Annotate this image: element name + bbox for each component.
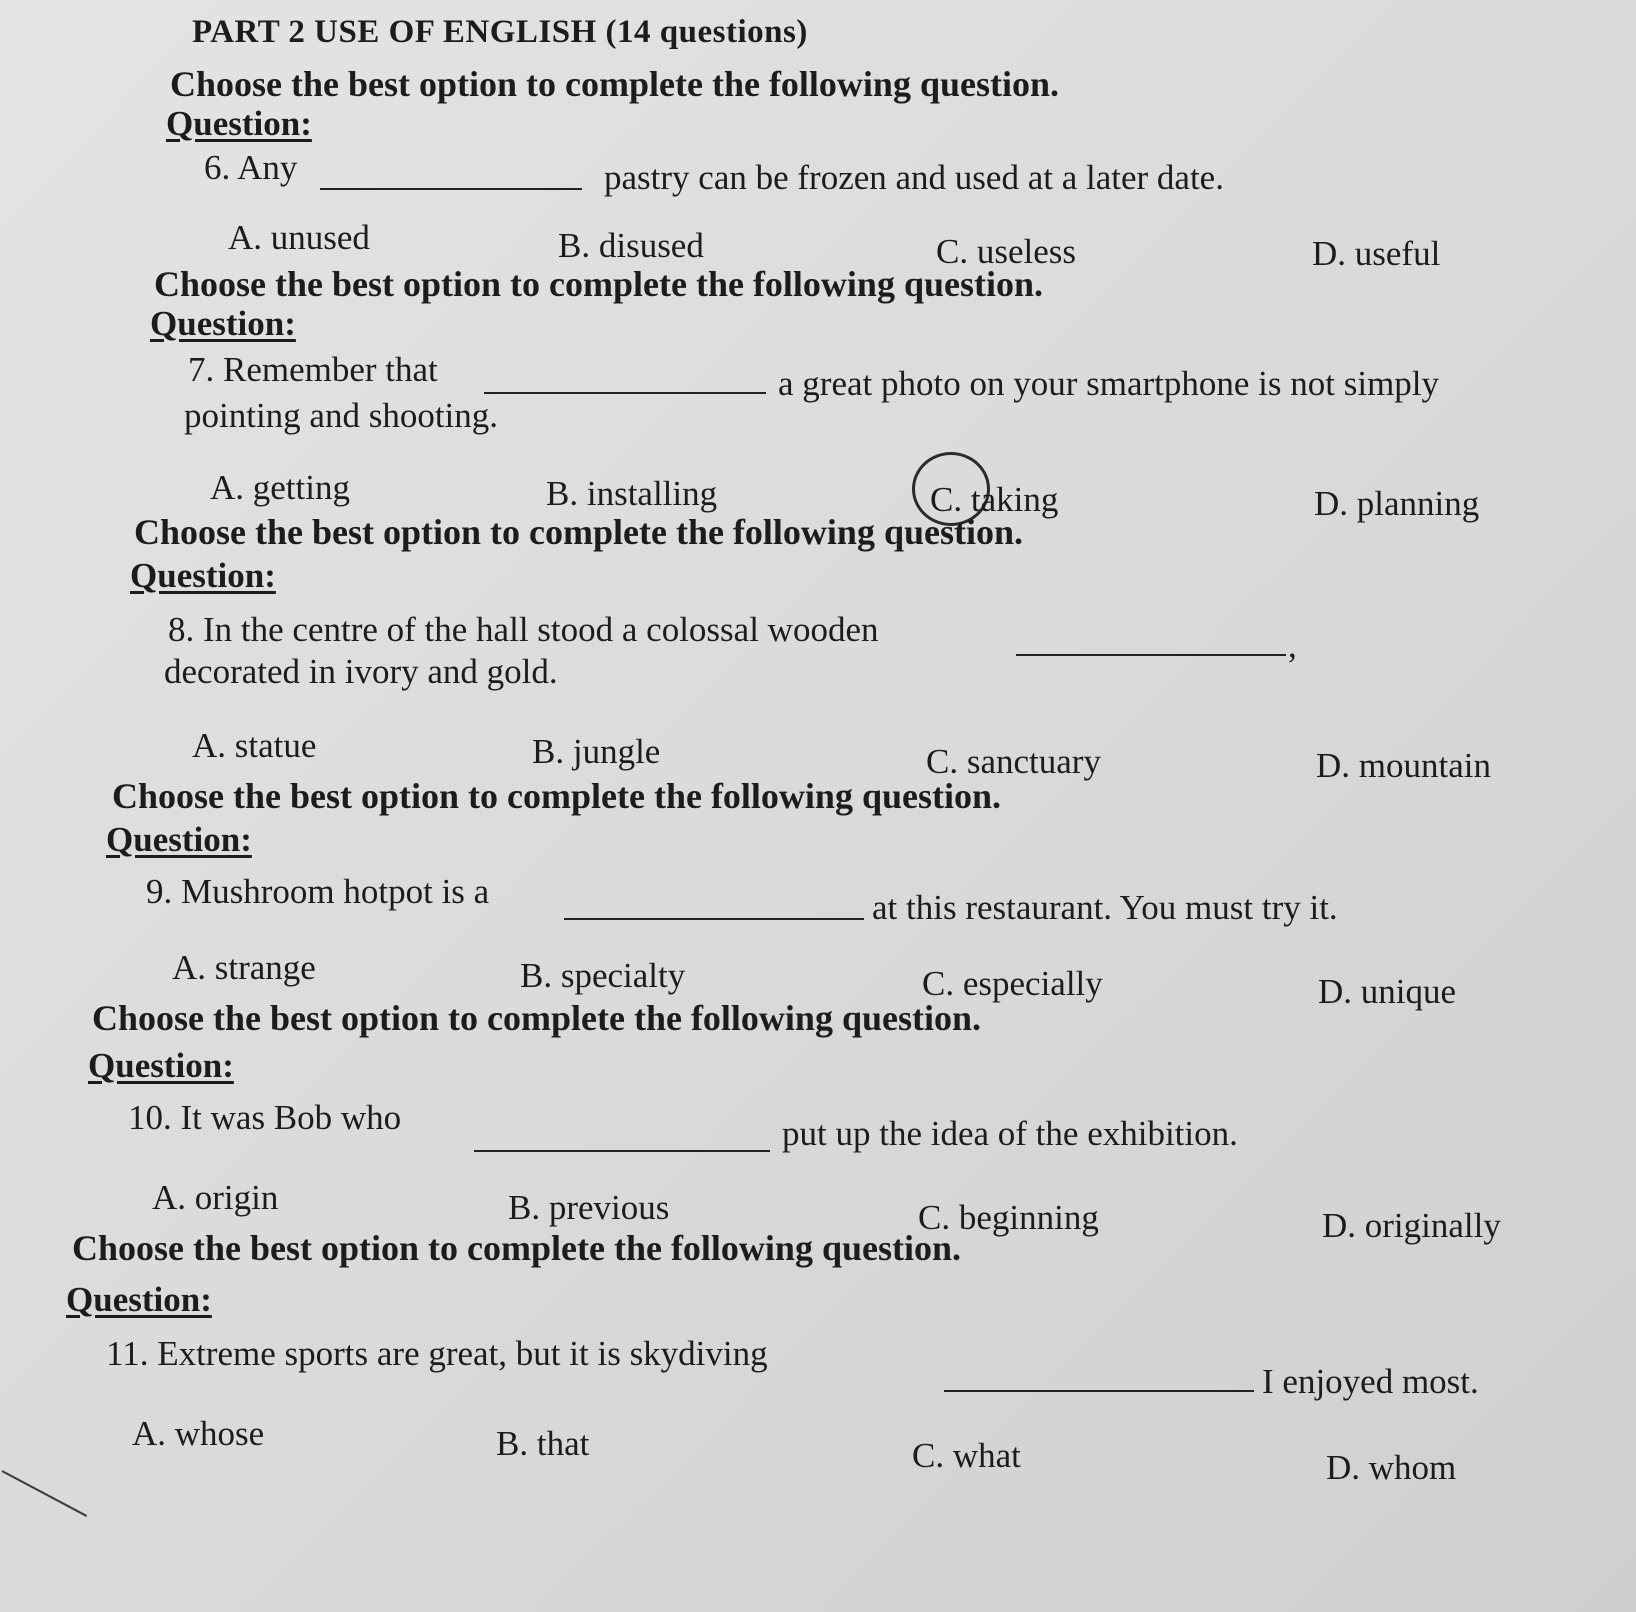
question-stem-punctuation: , [1288,626,1297,665]
option-b[interactable]: B. previous [508,1188,670,1227]
option-c[interactable]: C. sanctuary [926,742,1101,781]
option-d[interactable]: D. mountain [1316,746,1491,785]
option-b[interactable]: B. that [496,1424,590,1463]
question-stem: at this restaurant. You must try it. [872,888,1338,927]
option-b[interactable]: B. specialty [520,956,686,995]
question-stem: 8. In the centre of the hall stood a colossal wooden [168,610,879,649]
answer-blank [474,1150,770,1152]
question-stem: 10. It was Bob who [128,1098,402,1137]
question-stem-continued: decorated in ivory and gold. [164,652,558,691]
option-d[interactable]: D. planning [1314,484,1480,523]
option-d[interactable]: D. useful [1312,234,1441,273]
option-a[interactable]: A. statue [192,726,317,765]
answer-blank [944,1390,1254,1392]
question-stem: 6. Any [204,148,298,187]
option-c[interactable]: C. useless [936,232,1076,271]
option-d[interactable]: D. originally [1322,1206,1501,1245]
question-stem: pastry can be frozen and used at a later date. [604,158,1224,197]
question-label: Question: [66,1280,212,1319]
answer-blank [1016,654,1286,656]
option-a[interactable]: A. whose [132,1414,265,1453]
question-stem: 9. Mushroom hotpot is a [146,872,490,911]
option-c[interactable]: C. especially [922,964,1103,1003]
answer-blank [564,918,864,920]
option-a[interactable]: A. getting [210,468,350,507]
option-c[interactable]: C. what [912,1436,1021,1475]
question-label: Question: [166,104,312,143]
option-b[interactable]: B. jungle [532,732,661,771]
question-label: Question: [106,820,252,859]
instruction: Choose the best option to complete the following question. [134,512,1023,552]
instruction: Choose the best option to complete the following question. [112,776,1001,816]
stray-pen-mark [2,1470,88,1517]
answer-blank [484,392,766,394]
question-label: Question: [88,1046,234,1085]
question-label: Question: [130,556,276,595]
question-stem: put up the idea of the exhibition. [782,1114,1238,1153]
question-stem-continued: pointing and shooting. [184,396,499,435]
option-b[interactable]: B. disused [558,226,704,265]
answer-blank [320,188,582,190]
question-label: Question: [150,304,296,343]
instruction: Choose the best option to complete the following question. [170,64,1059,104]
question-stem: 7. Remember that [188,350,438,389]
question-stem: a great photo on your smartphone is not simply [778,364,1440,403]
instruction: Choose the best option to complete the following question. [154,264,1043,304]
question-stem: I enjoyed most. [1262,1362,1479,1401]
instruction: Choose the best option to complete the following question. [92,998,981,1038]
question-stem: 11. Extreme sports are great, but it is skydiving [106,1334,768,1373]
option-d[interactable]: D. unique [1318,972,1457,1011]
option-d[interactable]: D. whom [1326,1448,1457,1487]
option-b[interactable]: B. installing [546,474,718,513]
option-a[interactable]: A. unused [228,218,370,257]
option-a[interactable]: A. origin [152,1178,279,1217]
option-a[interactable]: A. strange [172,948,316,987]
option-c[interactable]: C. beginning [918,1198,1099,1237]
instruction: Choose the best option to complete the following question. [72,1228,961,1268]
option-c[interactable]: C. taking [930,480,1059,519]
part-title: PART 2 USE OF ENGLISH (14 questions) [192,14,808,50]
